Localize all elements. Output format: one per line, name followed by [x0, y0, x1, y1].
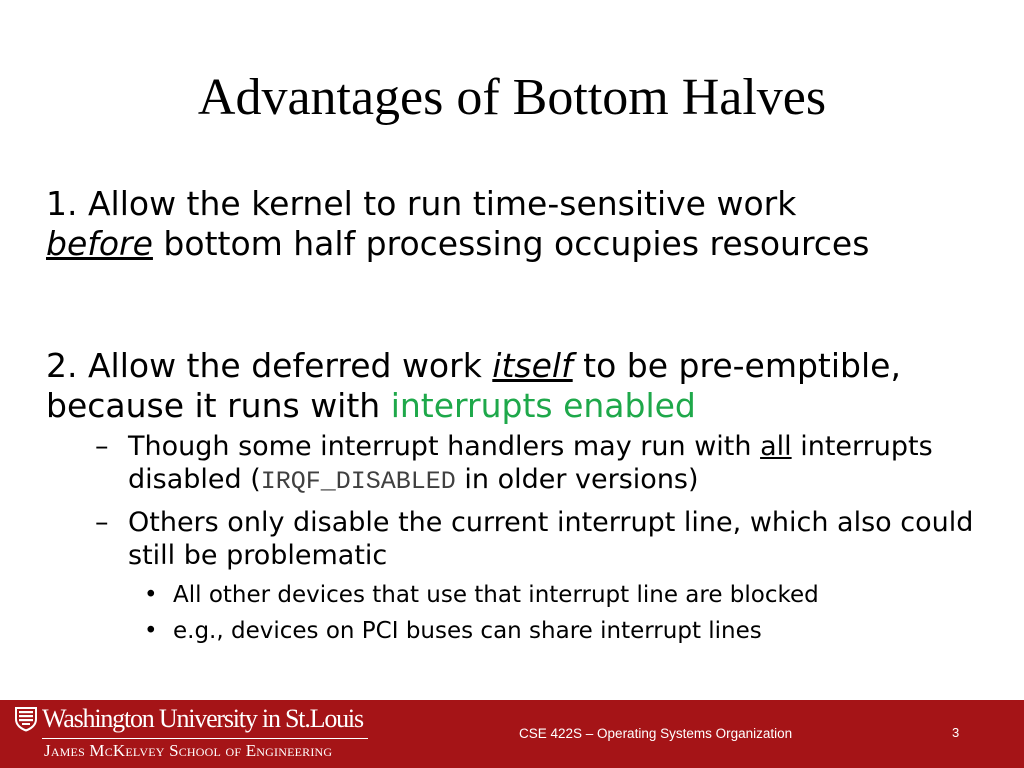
slide-title: Advantages of Bottom Halves: [197, 69, 827, 126]
sub-point-1-prefix: Though some interrupt handlers may run with: [128, 431, 761, 462]
sub-point-1-middle: interrupts disabled (: [128, 431, 933, 495]
footer-bar: [0, 700, 1024, 768]
logo-divider: [42, 738, 368, 739]
point-1: [46, 184, 1006, 264]
code-irqf-disabled: IRQF_DISABLED: [260, 467, 456, 496]
bullet-item: [144, 577, 1004, 613]
bullet-dot: •: [144, 618, 158, 644]
course-label: CSE 422S – Operating Systems Organization: [519, 726, 793, 741]
point-2: [46, 346, 1006, 426]
dash-marker: –: [95, 507, 109, 538]
university-shield-icon: [14, 706, 38, 736]
bullet-text: All other devices that use that interrupt line are blocked: [173, 582, 819, 608]
sub-point-2: [95, 506, 1000, 572]
sub-point-1-suffix: in older versions): [455, 464, 699, 495]
sub-point-2-text: Others only disable the current interrupt line, which also could still be problematic: [128, 507, 974, 571]
bullet-text: e.g., devices on PCI buses can share interrupt lines: [173, 618, 762, 644]
point-2-highlight: interrupts enabled: [390, 386, 696, 425]
university-name: Washington University in St.Louis: [42, 704, 363, 733]
sub-point-1: [95, 430, 1000, 498]
point-1-emphasis: before: [46, 224, 153, 263]
point-1-prefix: 1. Allow the kernel to run time-sensitive work: [46, 184, 797, 223]
bullet-item: [144, 613, 1004, 649]
point-1-suffix: bottom half processing occupies resources: [152, 224, 870, 263]
point-2-emphasis: itself: [492, 346, 573, 385]
dash-marker: –: [95, 431, 109, 462]
sub-point-1-underlined: all: [760, 431, 792, 462]
bullet-dot: •: [144, 582, 158, 608]
point-2-prefix: 2. Allow the deferred work: [46, 346, 493, 385]
school-name: James McKelvey School of Engineering: [44, 741, 333, 760]
point-2-middle: to be pre-emptible, because it runs with: [46, 346, 901, 425]
page-number: 3: [952, 725, 960, 740]
